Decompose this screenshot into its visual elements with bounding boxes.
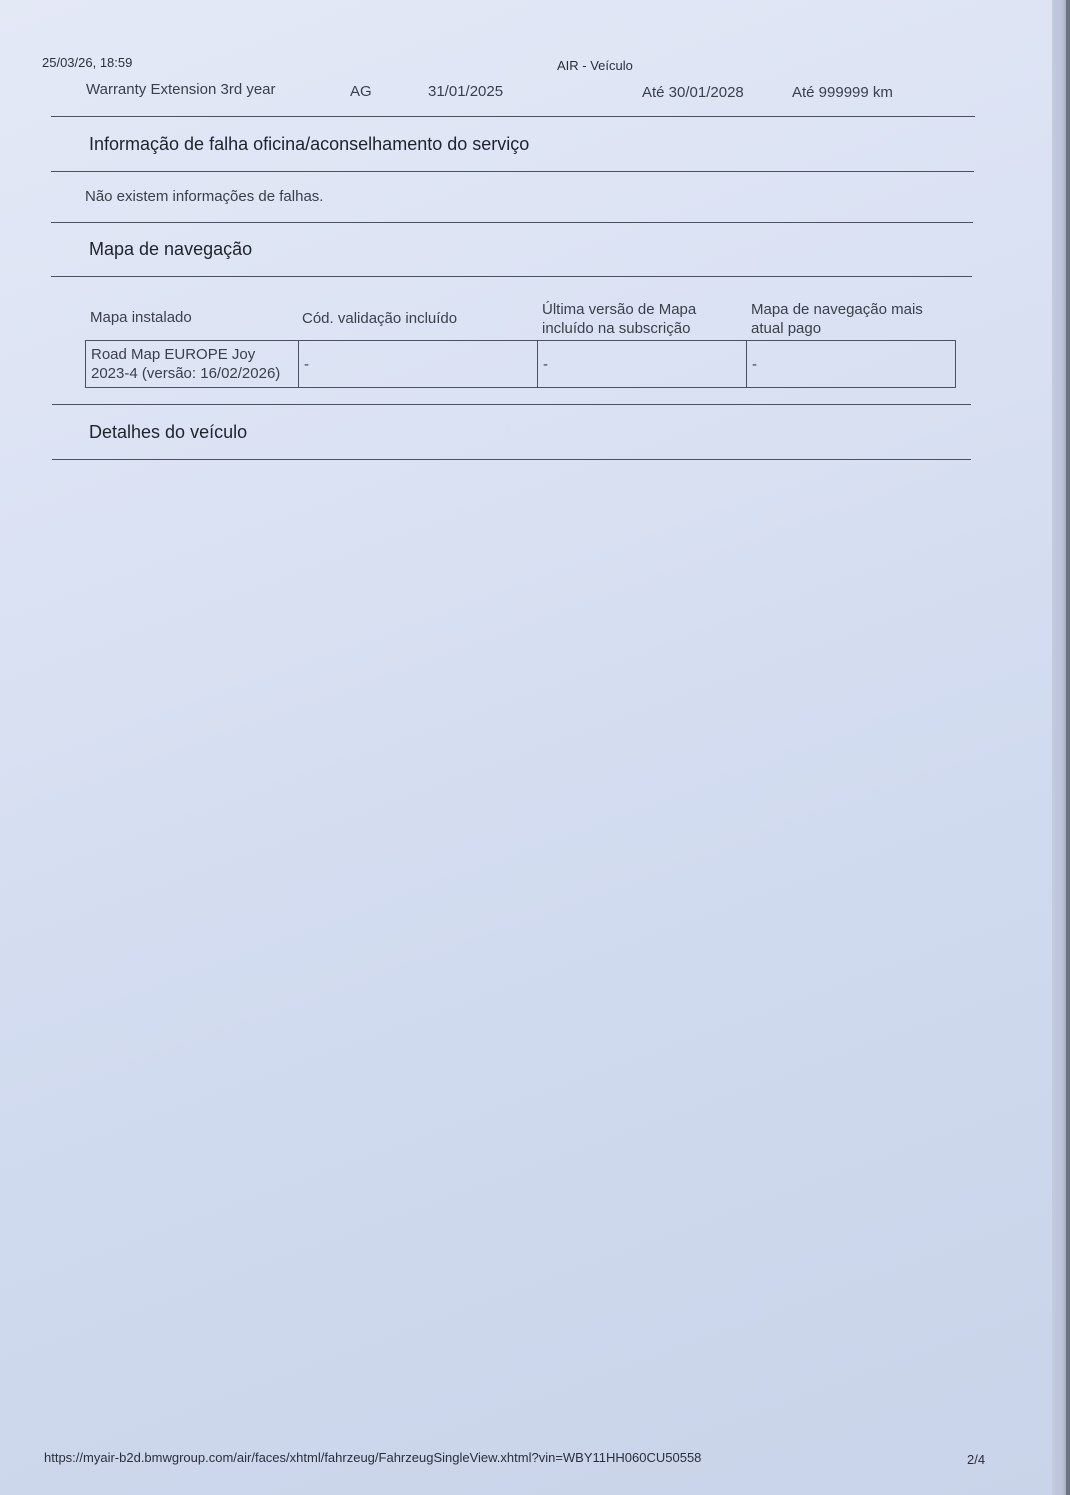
divider bbox=[51, 222, 973, 223]
print-datetime: 25/03/26, 18:59 bbox=[42, 55, 133, 70]
table-row bbox=[86, 341, 956, 388]
divider bbox=[52, 459, 971, 460]
cell-installed-map: Road Map EUROPE Joy 2023-4 (versão: 16/02/2026) bbox=[86, 341, 299, 388]
warranty-mileage: Até 999999 km bbox=[792, 84, 893, 101]
page-edge-dark bbox=[1066, 0, 1070, 1495]
vehicle-section-heading: Detalhes do veículo bbox=[89, 422, 248, 442]
column-header-installed-map: Mapa instalado bbox=[90, 309, 192, 326]
nav-map-table bbox=[85, 340, 956, 388]
footer-url: https://myair-b2d.bmwgroup.com/air/faces/xhtml/fahrzeug/FahrzeugSingleView.xhtml?vin=WBY11HH060CU50558 bbox=[44, 1450, 702, 1465]
warranty-start-date: 31/01/2025 bbox=[428, 83, 504, 100]
warranty-code: AG bbox=[350, 83, 372, 100]
fault-section-heading: Informação de falha oficina/aconselhamento do serviço bbox=[89, 134, 530, 154]
warranty-name: Warranty Extension 3rd year bbox=[86, 81, 276, 98]
warranty-end-date: Até 30/01/2028 bbox=[642, 84, 744, 101]
cell-latest-map-version: - bbox=[538, 341, 747, 388]
nav-section-heading: Mapa de navegação bbox=[89, 239, 253, 259]
divider bbox=[51, 171, 974, 172]
fault-message: Não existem informações de falhas. bbox=[85, 188, 324, 205]
cell-paid-map: - bbox=[747, 341, 956, 388]
column-header-validation-code: Cód. validação incluído bbox=[302, 310, 458, 327]
column-header-latest-map-version: Última versão de Mapa incluído na subscrição bbox=[542, 301, 697, 337]
divider bbox=[51, 116, 975, 117]
column-header-paid-map: Mapa de navegação mais atual pago bbox=[751, 301, 923, 337]
page-title: AIR - Veículo bbox=[557, 58, 633, 73]
divider bbox=[52, 404, 971, 405]
divider bbox=[51, 276, 972, 277]
page-number: 2/4 bbox=[967, 1452, 986, 1467]
cell-validation-code: - bbox=[299, 341, 538, 388]
